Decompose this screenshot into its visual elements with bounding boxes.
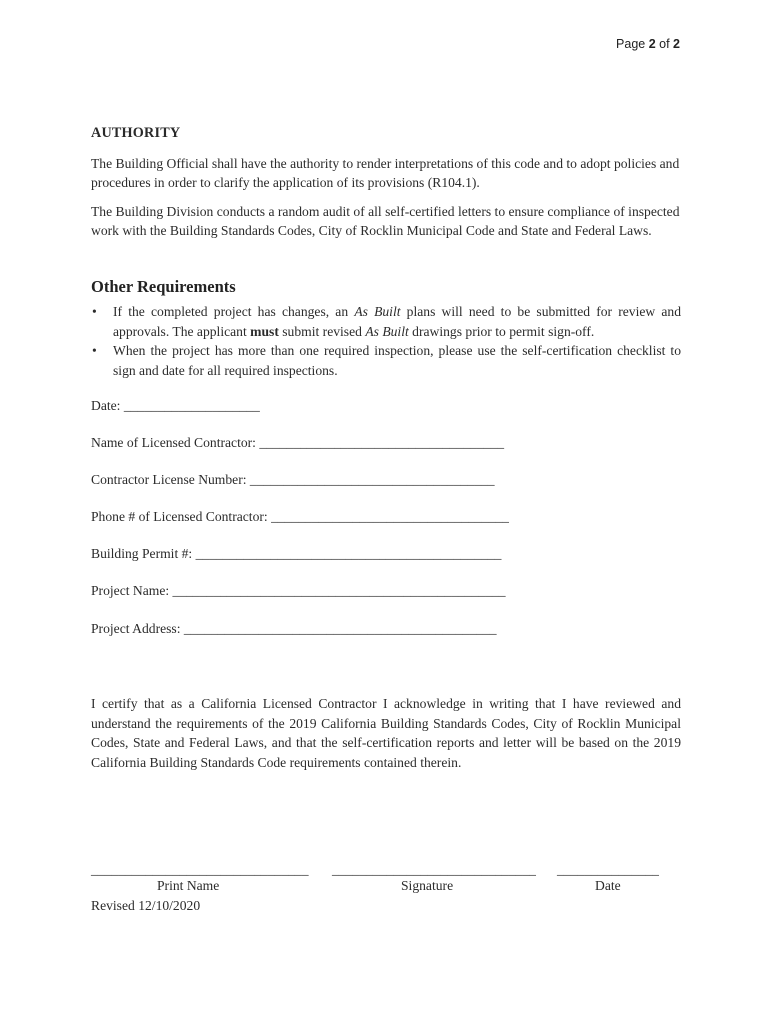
signature-label: Signature [401,878,454,893]
requirement-item-checklist [91,341,681,380]
page-prefix: Page [616,37,649,51]
requirement-text: If the completed project has changes, an [113,304,355,319]
authority-paragraph-1: The Building Official shall have the authority to render interpretations of this code and to adopt policies and procedures in order to clarify the application of its provisions (R104.1). [91,155,680,190]
contractor-name-field[interactable]: Name of Licensed Contractor: ____________________________________ [91,435,505,451]
requirement-text: plans will need to be submitted for review and approvals. The applicant [113,304,681,339]
revision-date: Revised 12/10/2020 [91,898,201,913]
bullet-icon: • [92,343,97,358]
as-built-term: As Built [365,323,409,339]
page-number [616,37,680,51]
permit-number-field[interactable]: Building Permit #: _____________________________________________ [91,546,502,562]
requirements-list [91,302,681,380]
signature-line[interactable]: ______________________________ [332,862,536,877]
phone-field[interactable]: Phone # of Licensed Contractor: ___________________________________ [91,509,509,525]
must-emphasis: must [250,323,279,339]
page-total: 2 [673,37,680,51]
bullet-icon: • [92,304,97,319]
date-label: Date [595,878,621,893]
license-number-field[interactable]: Contractor License Number: ____________________________________ [91,472,495,488]
date-signed-line[interactable]: _______________ [557,862,659,877]
document-body [91,124,681,786]
page-current: 2 [648,37,656,51]
requirement-text: submit revised [278,323,366,339]
requirement-text: When the project has more than one required inspection, please use the self-certification checklist to sign and date for all required inspections. [113,343,681,378]
requirement-item-as-built [91,302,681,341]
date-field[interactable]: Date: ____________________ [91,398,260,413]
other-requirements-heading: Other Requirements [91,276,236,296]
page-of: of [655,37,674,51]
project-name-field[interactable]: Project Name: _________________________________________________ [91,583,506,599]
project-address-field[interactable]: Project Address: ______________________________________________ [91,620,497,636]
authority-heading: AUTHORITY [91,125,181,141]
print-name-line[interactable]: ________________________________ [91,862,309,877]
authority-paragraph-2: The Building Division conducts a random audit of all self-certified letters to ensure compliance of inspected work with the Building Standards Codes, City of Rocklin Municipal Code and State and Federal Laws. [91,203,680,238]
print-name-label: Print Name [157,878,220,893]
requirement-text: drawings prior to permit sign-off. [408,323,595,339]
certification-statement: I certify that as a California Licensed Contractor I acknowledge in writing that I have reviewed and understand the requirements of the 2019 California Building Standards Codes, City of Rocklin Municipal Codes, State and Federal Laws, and that the self-certification reports and letter will be based on the 2019 California Building Standards Code requirements contained therein. [91,696,681,770]
as-built-term: As Built [354,304,401,319]
contractor-form [91,396,681,638]
